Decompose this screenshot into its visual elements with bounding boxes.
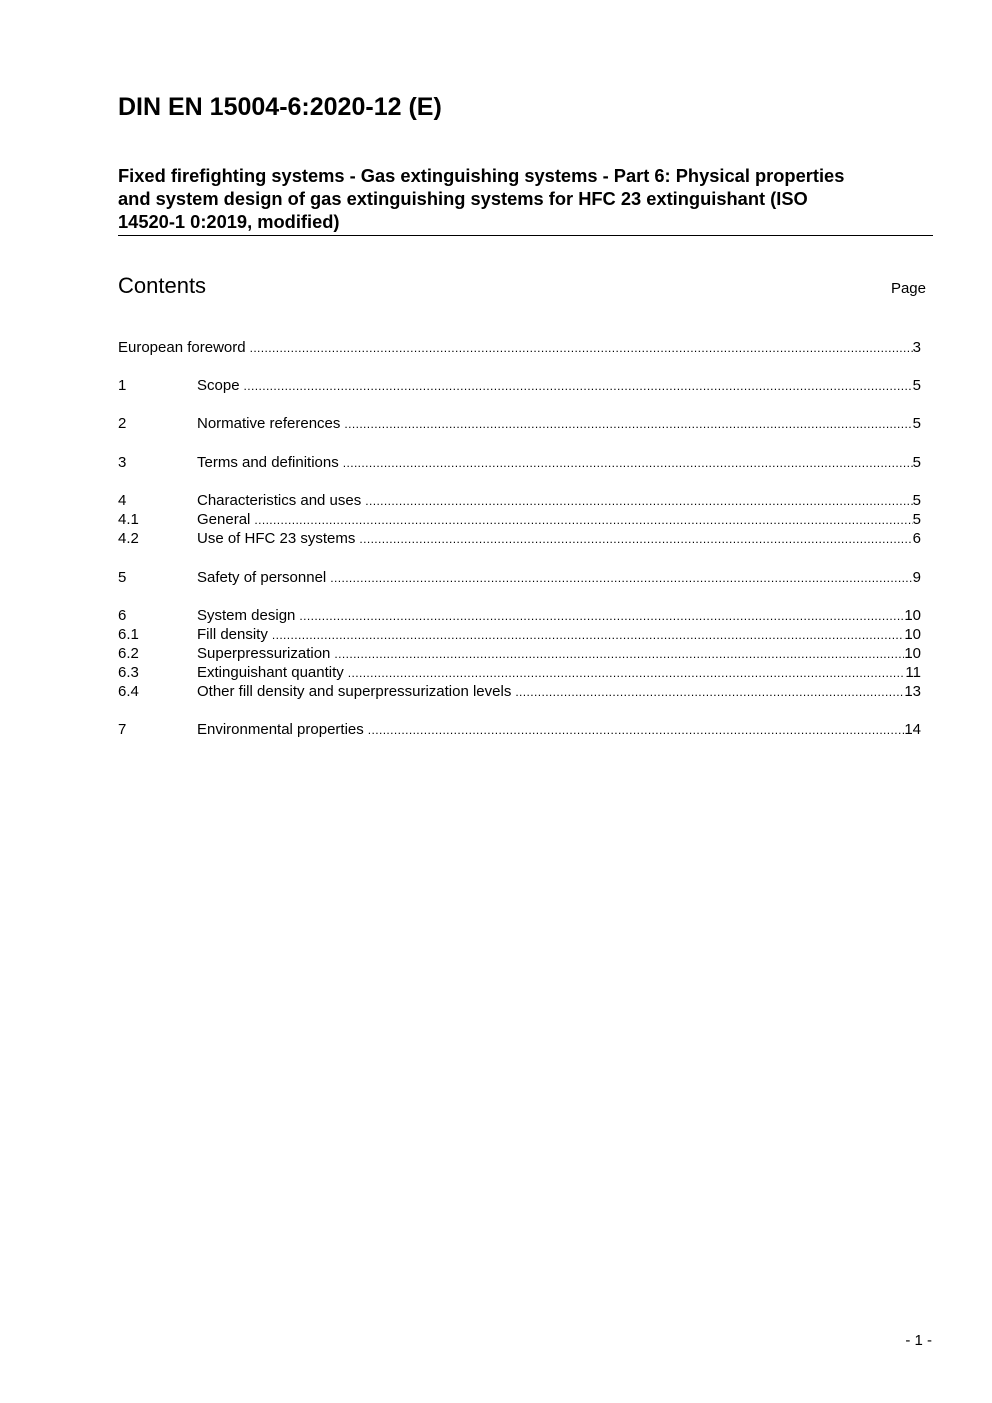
toc-entry-number: 6.2 xyxy=(118,645,139,662)
toc-entry-number: 5 xyxy=(118,569,127,586)
toc-entry-page: 5 xyxy=(912,454,921,471)
toc-entry-page: 10 xyxy=(904,645,921,662)
toc-entry-title: General xyxy=(197,511,251,528)
toc-entry-number: 4 xyxy=(118,492,127,509)
toc-entry-title: Other fill density and superpressurization levels xyxy=(197,683,512,700)
toc-leader-dots xyxy=(368,723,905,737)
toc-entry-number: 3 xyxy=(118,454,127,471)
toc-entry-number: 1 xyxy=(118,377,127,394)
toc-entry-page: 13 xyxy=(904,683,921,700)
document-title-line: Fixed firefighting systems - Gas extinguishing systems - Part 6: Physical properties xyxy=(118,165,845,186)
toc-entry-safety-of-personnel[interactable] xyxy=(118,569,921,588)
toc-leader-dots xyxy=(515,685,904,699)
toc-entry-title: System design xyxy=(197,607,296,624)
toc-entry-other-fill-density[interactable] xyxy=(118,683,921,702)
toc-leader-dots xyxy=(299,609,904,623)
toc-entry-number: 4.1 xyxy=(118,511,139,528)
toc-leader-dots xyxy=(254,513,912,527)
document-title-line: 14520-1 0:2019, modified) xyxy=(118,211,340,232)
toc-entry-page: 5 xyxy=(912,377,921,394)
toc-entry-number: 6.3 xyxy=(118,664,139,681)
toc-entry-number: 7 xyxy=(118,721,127,738)
document-title-line: and system design of gas extinguishing systems for HFC 23 extinguishant (ISO xyxy=(118,188,808,209)
toc-entry-number: 6 xyxy=(118,607,127,624)
toc-entry-title: Normative references xyxy=(197,415,341,432)
document-title xyxy=(118,164,933,236)
toc-leader-dots xyxy=(272,628,904,642)
toc-entry-title: Environmental properties xyxy=(197,721,364,738)
toc-entry-normative-references[interactable] xyxy=(118,415,921,434)
toc-entry-environmental-properties[interactable] xyxy=(118,721,921,740)
toc-entry-extinguishant-quantity[interactable] xyxy=(118,664,921,683)
toc-entry-number: 4.2 xyxy=(118,530,139,547)
toc-entry-title: Use of HFC 23 systems xyxy=(197,530,356,547)
toc-entry-title: Terms and definitions xyxy=(197,454,339,471)
toc-leader-dots xyxy=(344,417,912,431)
toc-entry-page: 5 xyxy=(912,415,921,432)
toc-entry-number: 6.1 xyxy=(118,626,139,643)
toc-entry-scope[interactable] xyxy=(118,377,921,396)
toc-entry-title: Scope xyxy=(197,377,240,394)
toc-entry-fill-density[interactable] xyxy=(118,626,921,645)
document-id: DIN EN 15004-6:2020-12 (E) xyxy=(118,93,442,121)
toc-entry-number: 2 xyxy=(118,415,127,432)
toc-entry-page: 10 xyxy=(904,626,921,643)
toc-entry-page: 10 xyxy=(904,607,921,624)
toc-entry-title: Safety of personnel xyxy=(197,569,327,586)
toc-leader-dots xyxy=(250,341,913,355)
toc-entry-superpressurization[interactable] xyxy=(118,645,921,664)
toc-entry-page: 3 xyxy=(912,339,921,356)
toc-leader-dots xyxy=(244,379,913,393)
toc-leader-dots xyxy=(359,532,912,546)
toc-leader-dots xyxy=(334,647,904,661)
toc-entry-page: 6 xyxy=(912,530,921,547)
toc-entry-use-of-hfc-23-systems[interactable] xyxy=(118,530,921,549)
toc-entry-title: European foreword xyxy=(118,339,246,356)
toc-entry-title: Extinguishant quantity xyxy=(197,664,344,681)
toc-entry-general[interactable] xyxy=(118,511,921,530)
contents-heading: Contents xyxy=(118,273,207,298)
toc-entry-page: 9 xyxy=(912,569,921,586)
toc-leader-dots xyxy=(330,571,912,585)
toc-entry-page: 11 xyxy=(905,664,921,681)
page-column-label: Page xyxy=(890,280,926,297)
toc-leader-dots xyxy=(365,494,912,508)
toc-entry-characteristics-and-uses[interactable] xyxy=(118,492,921,511)
toc-entry-european-foreword[interactable] xyxy=(118,339,921,358)
toc-leader-dots xyxy=(348,666,906,680)
page-number: - 1 - xyxy=(905,1332,932,1349)
toc-entry-page: 14 xyxy=(904,721,921,738)
toc-entry-page: 5 xyxy=(912,511,921,528)
toc-entry-terms-and-definitions[interactable] xyxy=(118,454,921,473)
toc-entry-page: 5 xyxy=(912,492,921,509)
toc-leader-dots xyxy=(343,456,913,470)
toc-entry-title: Fill density xyxy=(197,626,268,643)
toc-entry-system-design[interactable] xyxy=(118,607,921,626)
toc-entry-number: 6.4 xyxy=(118,683,139,700)
toc-entry-title: Characteristics and uses xyxy=(197,492,362,509)
toc-entry-title: Superpressurization xyxy=(197,645,331,662)
